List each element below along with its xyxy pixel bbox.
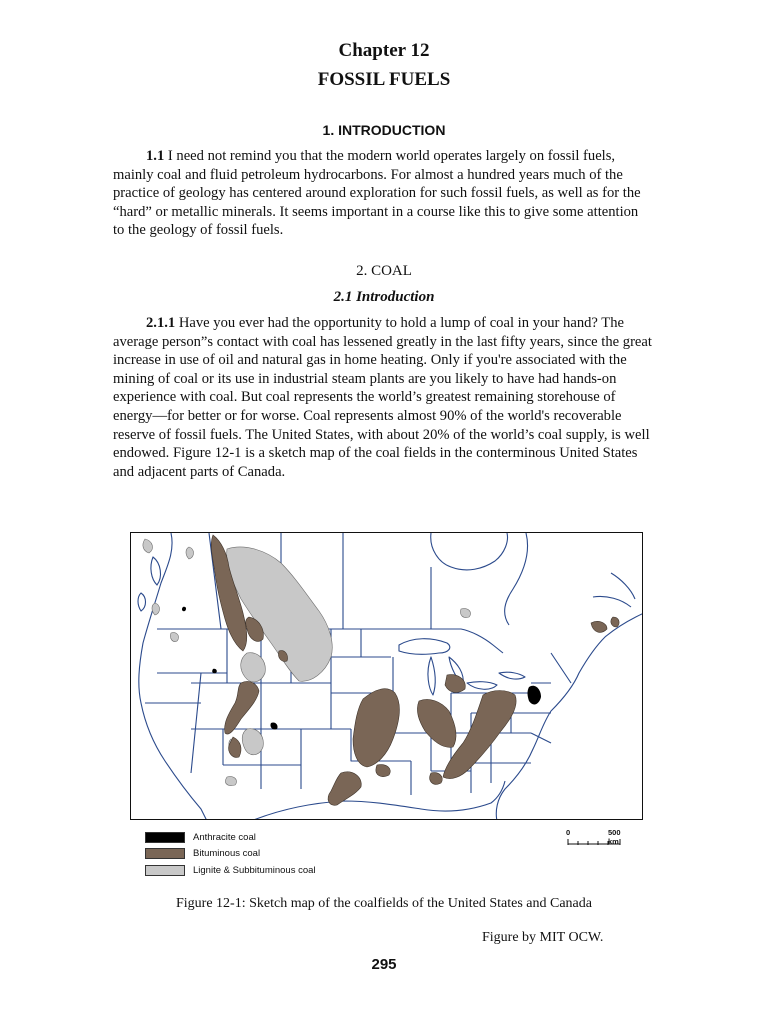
- chapter-number: Chapter 12: [338, 40, 430, 61]
- legend-swatch-bituminous: [145, 848, 185, 859]
- map-scale-bar: [566, 828, 626, 848]
- scale-end-label: 500 km: [608, 828, 621, 846]
- legend-label-anthracite: Anthracite coal: [193, 831, 256, 843]
- scale-bar-ruler: [566, 836, 626, 848]
- paragraph-number: 2.1.1: [146, 315, 176, 331]
- section-heading-coal: 2. COAL: [356, 263, 412, 279]
- legend-item-bituminous: [145, 847, 260, 859]
- figure-credit: Figure by MIT OCW.: [482, 930, 604, 945]
- legend-label-bituminous: Bituminous coal: [193, 847, 261, 859]
- figure-caption: Figure 12-1: Sketch map of the coalfields of the United States and Canada: [175, 896, 592, 911]
- legend-swatch-anthracite: [145, 832, 185, 843]
- paragraph-2-1-1: [113, 314, 653, 481]
- scale-start-label: 0: [566, 828, 571, 837]
- page-number: 295: [371, 956, 397, 973]
- coalfield-map-drawing: [131, 533, 643, 820]
- section-heading-introduction: 1. INTRODUCTION: [322, 122, 446, 138]
- legend-swatch-lignite: [145, 865, 185, 876]
- paragraph-number: 1.1: [146, 148, 165, 164]
- chapter-title: FOSSIL FUELS: [317, 69, 451, 90]
- legend-label-lignite: Lignite & Subbituminous coal: [193, 864, 316, 876]
- coalfield-map: [130, 532, 643, 820]
- subsection-heading: 2.1 Introduction: [333, 289, 435, 305]
- paragraph-1-1: [113, 147, 653, 240]
- paragraph-text: Have you ever had the opportunity to hold a lump of coal in your hand? The average person”s contact with coal has lessened greatly in the last fifty years, since the great increase in use of oil and natural gas in home heating. Only if you're associated with the mining of coal or its use in industrial steam plants are you likely to have had hands-on experience with coal. But coal represents the world’s greatest remaining storehouse of energy—for better or for worse. Coal represents almost 90% of the world's recoverable reserve of fossil fuels. The United States, with about 20% of the world’s coal supply, is well endowed. Figure 12-1 is a sketch map of the coal fields in the conterminous United States and adjacent parts of Canada.: [113, 315, 652, 480]
- legend-item-anthracite: [145, 831, 256, 843]
- paragraph-text: I need not remind you that the modern world operates largely on fossil fuels, mainly coal and fluid petroleum hydrocarbons. For almost a hundred years much of the practice of geology has centered around exploration for such fossil fuels, as well as for the “hard” or metallic minerals. It seems important in a course like this to give some attention to the geology of fossil fuels.: [113, 148, 641, 239]
- legend-item-lignite: [145, 864, 316, 876]
